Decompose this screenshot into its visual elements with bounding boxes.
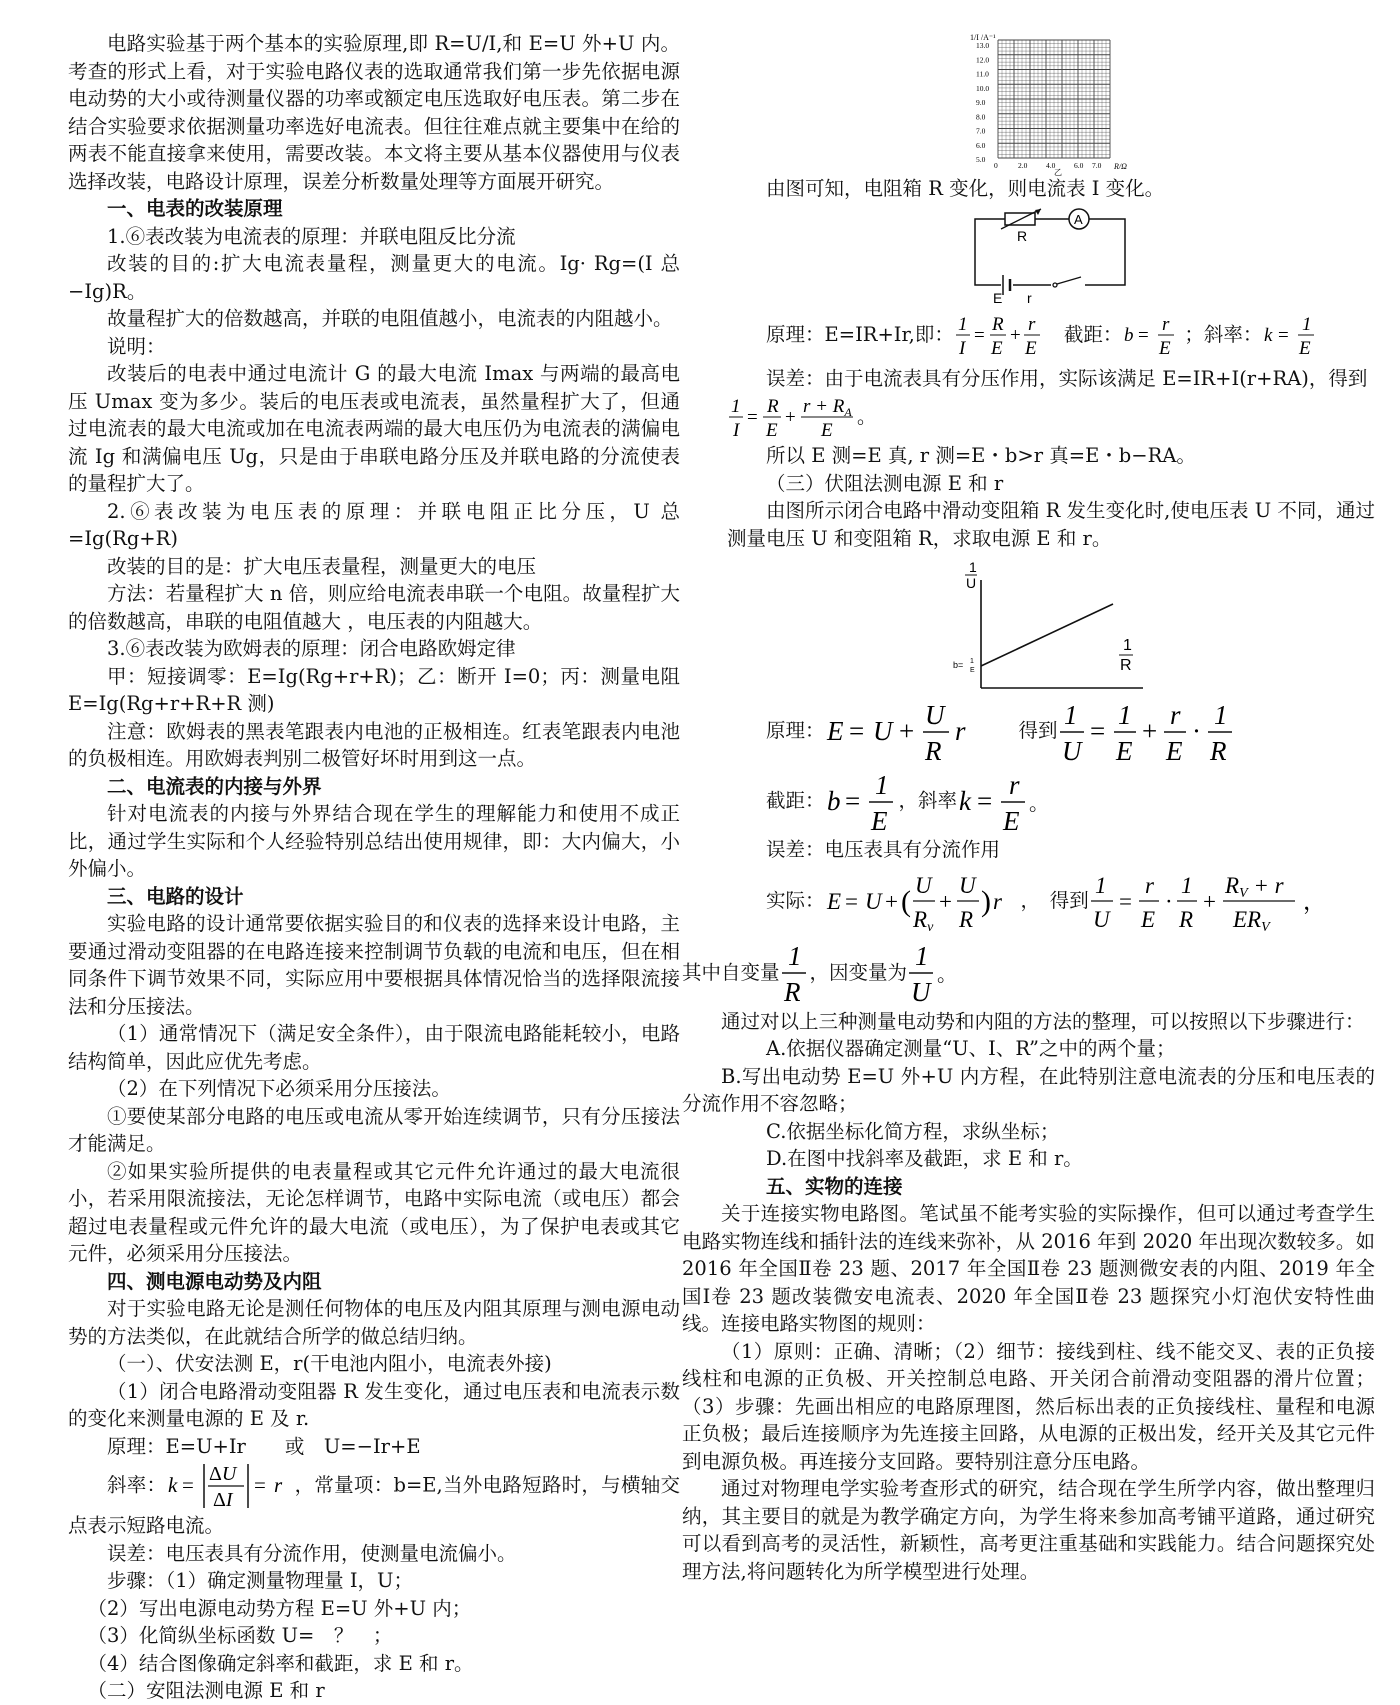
svg-text:1: 1 [1213, 699, 1228, 730]
paragraph: C.依据坐标化简方程，求纵坐标； [766, 1119, 1060, 1143]
svg-text:E: E [1165, 735, 1183, 766]
paragraph: 步骤：（1）确定测量物理量 I，U； [107, 1569, 413, 1592]
section-heading-1: 一、电表的改装原理 [107, 197, 283, 220]
svg-text:R: R [991, 314, 1004, 335]
formula-independent-var [780, 941, 810, 1005]
graph-ylabel: 1/I /A⁻¹ [970, 33, 996, 42]
svg-text:r: r [1027, 314, 1036, 335]
ammeter-label: A [1074, 211, 1083, 227]
svg-text:E: E [1115, 735, 1133, 766]
paragraph: B.写出电动势 E=U 外+U 内方程，在此特别注意电流表的分压和电压表的分流作用不容忽略； [682, 1064, 1375, 1115]
svg-text:+: + [1141, 715, 1157, 746]
formula-b-1-over-e [825, 770, 899, 834]
svg-text:U: U [1061, 735, 1082, 766]
svg-text:=: = [973, 325, 985, 346]
paragraph: 针对电流表的内接与外界结合现在学生的理解能力和使用不成正比，通过学生实际和个人经验特别总结出使用规律，即：大内偏大，小外偏小。 [68, 802, 680, 880]
graph2-line [981, 604, 1113, 666]
svg-text:U: U [911, 977, 931, 1007]
paragraph: ①要使某部分电路的电压或电流从零开始连续调节，只有分压接法才能满足。 [68, 1104, 680, 1155]
section-heading-4: 四、测电源电动势及内阻 [107, 1269, 322, 1293]
y-tick-label: 8.0 [976, 112, 986, 122]
emf-label: E [993, 289, 1003, 306]
paragraph: （1）闭合电路滑动变阻器 R 发生变化，通过电压表和电流表示数的变化来测量电源的 E 及 r. [68, 1379, 680, 1430]
y-tick-label: 5.0 [976, 155, 986, 164]
graph2-ylabel-bottom: U [966, 575, 977, 591]
svg-text:E: E [990, 338, 1003, 359]
svg-text:=: = [254, 1473, 267, 1497]
svg-text:R: R [1209, 735, 1227, 766]
svg-text:=: = [182, 1473, 195, 1497]
y-tick-label: 13.0 [976, 41, 990, 50]
svg-text:(: ( [900, 885, 911, 918]
paragraph: 由图可知，电阻箱 R 变化，则电流表 I 变化。 [766, 177, 1165, 200]
svg-text:1: 1 [1117, 699, 1132, 730]
y-tick-label: 12.0 [976, 55, 990, 65]
svg-text:E: E [1159, 338, 1172, 359]
graph-one-over-u-vs-one-over-r [951, 560, 1151, 696]
paragraph: D.在图中找斜率及截距，求 E 和 r。 [766, 1147, 1083, 1170]
svg-text:Rv: Rv [912, 907, 933, 935]
section-heading-2: 二、电流表的内接与外界 [107, 774, 322, 798]
intro-paragraph: 电路实验基于两个基本的实验原理,即 R=U/I,和 E=U 外+U 内。考查的形式上看，对于实验电路仪表的选取通常我们第一步先依据电源电动势的大小或待测量仪器的功率或额定电压选取好电压表。第二步在结合实验要求依据测量功率选好电流表。但往往难点就主要集中在给的两表不能直接拿来使用，需要改装。本文将主要从基本仪器使用与仪表选择改装，电路设计原理，误差分析数量处理等方面展开研究。 [68, 32, 680, 193]
svg-text:1: 1 [970, 658, 974, 665]
svg-text:+: + [938, 889, 952, 914]
svg-text:ΔI: ΔI [213, 1489, 233, 1511]
formula-row [727, 392, 1375, 442]
y-tick-label: 11.0 [976, 69, 989, 79]
paragraph: 所以 E 测=E 真, r 测=E・b>r 真=E・b−RA。 [766, 444, 1196, 467]
y-tick-label: 10.0 [976, 83, 990, 93]
svg-text:b: b [826, 785, 841, 816]
formula-actual-e [825, 869, 1021, 933]
svg-text:E: E [1140, 907, 1155, 932]
paragraph: A.依据仪器确定测量“U、I、R”之中的两个量； [766, 1037, 1176, 1060]
svg-text:+: + [1009, 325, 1021, 346]
formula-dependent-var [907, 941, 959, 1005]
svg-text:+: + [898, 715, 914, 746]
svg-text:=: = [977, 785, 993, 816]
svg-text:。: 。 [1029, 792, 1050, 815]
formula-intercept [1122, 310, 1184, 360]
section-heading-3: 三、电路的设计 [107, 884, 244, 908]
paragraph: 3.⑥表改装为欧姆表的原理：闭合电路欧姆定律 [107, 637, 516, 660]
svg-text:=: = [844, 889, 858, 914]
paragraph: （1）原则：正确、清晰；（2）细节：接线到柱、线不能交叉、表的正负接线柱和电源的正负极、开关控制总电路、开关闭合前滑动变阻器的滑片位置；（3）步骤：先画出相应的电路原理图，然后标出表的正负接线柱、量程和电源正负极；最后连接顺序为先连接主回路，从电源的正极出发，经开关及其它元件到电源负极。再连接分支回路。要特别注意分压电路。 [682, 1339, 1375, 1473]
paragraph: （三）伏阻法测电源 E 和 r [766, 471, 1004, 495]
formula-slope [1262, 310, 1324, 360]
svg-text:I: I [958, 338, 966, 359]
svg-text:1: 1 [957, 314, 968, 335]
y-tick-label: 7.0 [976, 126, 986, 136]
paragraph: （一）、伏安法测 E，r(干电池内阻小，电流表外接) [107, 1352, 552, 1375]
svg-text:E: E [821, 420, 833, 441]
svg-text:U: U [958, 873, 976, 898]
svg-text:=: = [1138, 325, 1150, 346]
principle-paragraph-2: 原理：E=IR+Ir,即： 1 I = R E + r E 截距： b = r E ；斜率： k = 1 E [727, 305, 1375, 365]
svg-text:E: E [1299, 338, 1312, 359]
graph-sublabel: 乙 [1054, 168, 1062, 177]
paragraph: 甲：短接调零：E=Ig(Rg+r+R)；乙：断开 I=0；丙：测量电阻 E=Ig(Rg+r+R+R 测) [68, 664, 680, 715]
internal-resistance-label: r [1027, 289, 1032, 306]
circuit-diagram-ammeter [971, 207, 1131, 305]
svg-text:1: 1 [731, 396, 741, 417]
svg-text:=: = [848, 715, 864, 746]
svg-text:k: k [959, 785, 972, 816]
svg-text:E: E [870, 805, 888, 836]
paragraph: 注意：欧姆表的黑表笔跟表内电池的正极相连。红表笔跟表内电池的负极相连。用欧姆表判别二极管好坏时用到这一点。 [68, 719, 680, 770]
formula-e-equals-u [825, 700, 983, 764]
svg-text:+: + [884, 889, 898, 914]
svg-text:k: k [168, 1473, 178, 1497]
paragraph: 故量程扩大的倍数越高，并联的电阻值越小，电流表的内阻越小。 [107, 307, 673, 330]
formula-k-r-over-e [957, 770, 1053, 834]
svg-text:=: = [1118, 889, 1132, 914]
graph2-intercept-label: b= [953, 660, 964, 670]
actual-paragraph: 实际： E = U + ( U Rv + U R ) r ， 得到 1 U = r E · 1 R + RV + r ERV ， [727, 864, 1375, 938]
graph-one-over-i-vs-r [966, 30, 1136, 175]
svg-text:U: U [872, 715, 893, 746]
graph2-ylabel-top: 1 [969, 559, 977, 575]
svg-text:E: E [826, 715, 844, 746]
svg-text:+: + [1202, 889, 1216, 914]
svg-text:1: 1 [1094, 873, 1107, 898]
paragraph: （二）安阻法测电源 E 和 r [87, 1679, 325, 1702]
formula-one-over-u [1058, 700, 1258, 764]
svg-text:E: E [1024, 338, 1037, 359]
svg-text:k: k [1264, 325, 1273, 346]
svg-text:R: R [958, 907, 973, 932]
section-heading-5: 五、实物的连接 [766, 1174, 903, 1198]
paragraph: 由图所示闭合电路中滑动变阻箱 R 发生变化时,使电压表 U 不同，通过测量电压 U 和变阻箱 R，求取电源 E 和 r。 [727, 499, 1375, 550]
paragraph: 通过对以上三种测量电动势和内阻的方法的整理，可以按照以下步骤进行： [721, 1009, 1365, 1033]
svg-text:r: r [992, 889, 1002, 914]
svg-text:=: = [1278, 325, 1290, 346]
paragraph: 误差：由于电流表具有分压作用，实际该满足 E=IR+I(r+RA)，得到 [766, 366, 1368, 390]
paragraph: 改装的目的:扩大电流表量程，测量更大的电流。Ig· Rg=(I 总−Ig)R。 [68, 252, 680, 303]
svg-text:R: R [767, 396, 779, 417]
svg-text:E: E [826, 889, 841, 914]
svg-text:=: = [747, 407, 758, 428]
svg-text:RV + r: RV + r [1224, 873, 1284, 901]
svg-text:I: I [733, 420, 740, 441]
svg-text:b: b [1124, 325, 1134, 346]
paragraph: 2.⑥表改装为电压表的原理：并联电阻正比分压，U 总=Ig(Rg+R) [68, 499, 680, 550]
paragraph: 误差：电压表具有分流作用，使测量电流偏小。 [107, 1541, 517, 1565]
paragraph: （1）通常情况下（满足安全条件），由于限流电路能耗较小，电路结构简单，因此应优先考虑。 [68, 1022, 680, 1073]
svg-text:·: · [1191, 715, 1201, 746]
variable-paragraph: 其中自变量 1 R ，因变量为 1 U 。 [682, 941, 958, 1007]
svg-text:=: = [1089, 715, 1105, 746]
paragraph: （2）在下列情况下必须采用分压接法。 [107, 1077, 451, 1100]
paragraph: 方法：若量程扩大 n 倍，则应给电流表串联一个电阻。故量程扩大的倍数越高，串联的电阻值越大 ，电压表的内阻越大。 [68, 582, 680, 633]
svg-text:r: r [1009, 769, 1020, 800]
formula-1-over-i [954, 310, 1064, 360]
svg-text:+: + [785, 407, 796, 428]
svg-text:。: 。 [937, 964, 958, 986]
slope-paragraph: 斜率： k = ΔU ΔI = r ，常量项：b=E,当外电路短路时，与横轴交点表示短路电流。 [68, 1460, 680, 1540]
paragraph: 说明： [107, 334, 166, 358]
x-tick-label: 2.0 [1018, 161, 1028, 170]
x-tick-label: 0 [994, 161, 998, 170]
principle-paragraph-3: 原理： E = U + U R r 得到 1 U = 1 E + r E · 1 R [727, 696, 1375, 766]
paragraph: ②如果实验所提供的电表量程或其它元件允许通过的最大电流很小，若采用限流接法，无论怎样调节，电路中实际电流（或电压）都会超过电表量程或元件允许的最大电流（或电压），为了保护电表或其它元件，必须采用分压接法。 [68, 1159, 680, 1265]
right-column [682, 30, 1375, 1585]
paragraph: （4）结合图像确定斜率和截距，求 E 和 r。 [87, 1651, 474, 1675]
paragraph: 通过对物理电学实验考查形式的研究，结合现在学生所学内容，做出整理归纳，其主要目的就是为教学确定方向，为学生将来参加高考铺平道路，通过研究可以看到高考的灵活性，新颖性，高考更注重基础和实践能力。结合问题探究处理方法,将问题转化为所学模型进行处理。 [682, 1477, 1375, 1583]
graph2-xlabel-top: 1 [1123, 637, 1132, 654]
graph2-xlabel-bottom: R [1120, 657, 1132, 674]
svg-text:·: · [1164, 889, 1173, 914]
svg-text:，: ， [1302, 889, 1326, 914]
paragraph: 改装后的电表中通过电流计 G 的最大电流 Imax 与两端的最高电压 Umax 变为多少。装后的电压表或电流表，虽然量程扩大了，但通过电流表的最大电流或加在电流表两端的最大电压仍为电流表的满偏电流 Ig 和满偏电压 Ug，只是由于串联电路分压及并联电路的分流使表的量程扩大了。 [68, 362, 680, 495]
paragraph: 1.⑥表改装为电流表的原理：并联电阻反比分流 [107, 224, 516, 248]
paragraph: 关于连接实物电路图。笔试虽不能考实验的实际操作，但可以通过考查学生电路实物连线和插针法的连线来弥补，从 2016 年到 2020 年出现次数较多。如 2016 年全国Ⅱ卷 23 题、2017 年全国Ⅱ卷 23 题测微安表的内阻、2019 年全国Ⅰ卷 23 题改装微安电流表、2020 年全国Ⅱ卷 23 题探究小灯泡伏安特性曲线。连接电路实物图的规则： [682, 1202, 1375, 1335]
slope-formula [166, 1460, 294, 1512]
svg-text:1: 1 [915, 941, 929, 971]
intercept-paragraph: 截距： b = 1 E ，斜率 k = r E 。 [727, 766, 1375, 836]
svg-text:U: U [864, 889, 882, 914]
x-tick-label: 4.0 [1046, 161, 1056, 170]
paragraph: 对于实验电路无论是测任何物体的电压及内阻其原理与测电源电动势的方法类似，在此就结合所学的做总结归纳。 [68, 1297, 680, 1348]
svg-text:r: r [1144, 873, 1154, 898]
x-tick-label: 7.0 [1092, 161, 1102, 170]
graph-xticks [994, 161, 1102, 170]
svg-text:1: 1 [1063, 699, 1078, 730]
svg-text:E: E [1003, 805, 1020, 836]
graph-xlabel: R/Ω [1114, 162, 1127, 171]
paragraph: 实验电路的设计通常要依据实验目的和仪表的选择来设计电路，主要通过滑动变阻器的在电路连接来控制调节负载的电流和电压，但在相同条件下调节效果不同，实际应用中要根据具体情况恰当的选择限流接法和分压接法。 [68, 912, 680, 1018]
svg-text:E: E [970, 667, 975, 674]
svg-text:r: r [954, 715, 966, 746]
svg-text:ERV: ERV [1232, 907, 1270, 935]
svg-text:U: U [914, 873, 932, 898]
svg-text:U: U [1092, 907, 1110, 932]
formula-with-ra [727, 392, 907, 442]
paragraph: （2）写出电源电动势方程 E=U 外+U 内； [87, 1596, 472, 1620]
y-tick-label: 6.0 [976, 140, 986, 150]
paragraph: 误差：电压表具有分流作用 [766, 838, 1001, 861]
svg-text:R: R [1178, 907, 1193, 932]
svg-text:): ) [980, 885, 991, 918]
svg-text:1: 1 [1302, 314, 1312, 335]
resistor-label: R [1017, 227, 1028, 244]
paragraph: 改装的目的是：扩大电压表量程，测量更大的电压 [107, 554, 537, 578]
svg-text:r: r [1162, 314, 1170, 335]
y-tick-label: 9.0 [976, 98, 986, 107]
formula-actual-one-over-u [1089, 869, 1326, 935]
svg-text:R: R [924, 735, 942, 766]
svg-text:1: 1 [1180, 873, 1193, 898]
left-column [68, 30, 680, 1705]
svg-text:=: = [844, 785, 860, 816]
svg-text:1: 1 [874, 769, 889, 800]
svg-text:r + RA: $r + R_A$ [803, 396, 852, 419]
svg-text:。: 。 [857, 407, 877, 428]
svg-text:U: U [924, 699, 945, 730]
svg-text:r: r [274, 1473, 283, 1497]
svg-text:R: R [783, 977, 801, 1007]
svg-text:ΔU: ΔU [209, 1463, 237, 1485]
svg-text:E: E [766, 420, 778, 441]
svg-text:r: r [1169, 699, 1181, 730]
graph-yticks [976, 41, 989, 164]
paragraph: 原理：E=U+Ir 或 U=−Ir+E [107, 1434, 421, 1458]
paragraph: （3）化简纵坐标函数 U= ？ ； [87, 1624, 393, 1647]
svg-text:1: 1 [787, 941, 802, 971]
x-tick-label: 6.0 [1074, 161, 1084, 170]
graph-grid [998, 40, 1110, 158]
